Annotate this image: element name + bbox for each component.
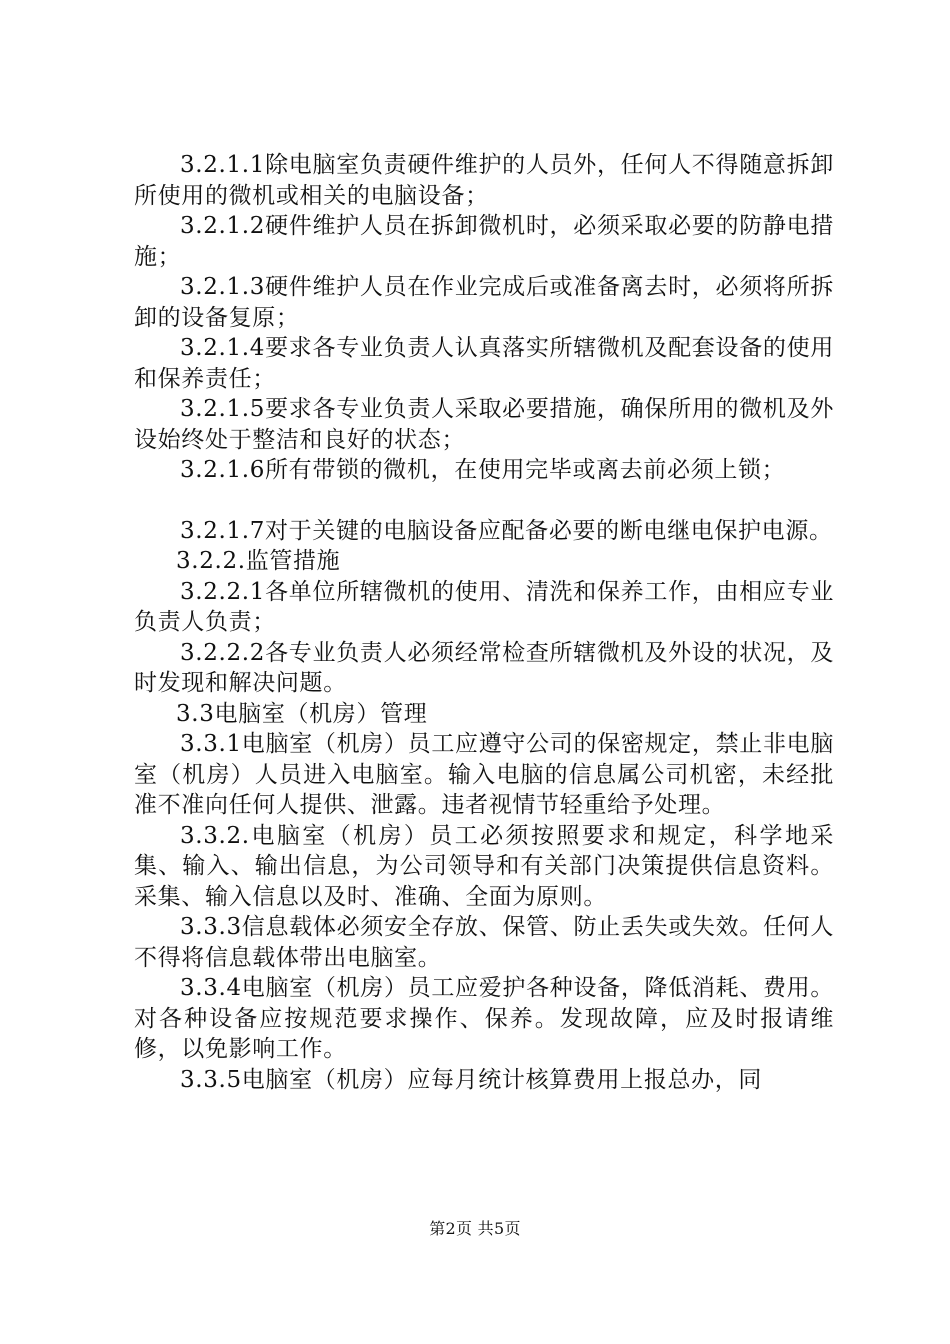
- paragraph-3-3-2: 3.3.2.电脑室（机房）员工必须按照要求和规定，科学地采集、输入、输出信息，为公司领导和有关部门决策提供信息资料。采集、输入信息以及时、准确、全面为原则。: [134, 822, 834, 910]
- paragraph-3-2-1-4: 3.2.1.4要求各专业负责人认真落实所辖微机及配套设备的使用和保养责任；: [134, 335, 834, 392]
- paragraph-3-2-1-7: 3.2.1.7对于关键的电脑设备应配备必要的断电继电保护电源。: [180, 517, 833, 544]
- paragraph-3-2-1-2: 3.2.1.2硬件维护人员在拆卸微机时，必须采取必要的防静电措施；: [134, 213, 834, 270]
- paragraph-3-3-3: 3.3.3信息载体必须安全存放、保管、防止丢失或失效。任何人不得将信息载体带出电脑室。: [134, 914, 834, 971]
- paragraph-3-2-1-5: 3.2.1.5要求各专业负责人采取必要措施，确保所用的微机及外设始终处于整洁和良好的状态；: [134, 396, 834, 453]
- paragraph-spacer: [134, 486, 834, 516]
- paragraph-3-2-2-2: 3.2.2.2各专业负责人必须经常检查所辖微机及外设的状况，及时发现和解决问题。: [134, 639, 834, 696]
- paragraph-3-3-1: 3.3.1电脑室（机房）员工应遵守公司的保密规定，禁止非电脑室（机房）人员进入电脑室。输入电脑的信息属公司机密，未经批准不准向任何人提供、泄露。违者视情节轻重给予处理。: [134, 731, 834, 818]
- paragraph-3-2-1-6: 3.2.1.6所有带锁的微机，在使用完毕或离去前必须上锁；: [180, 457, 786, 483]
- paragraph-3-2-1-3: 3.2.1.3硬件维护人员在作业完成后或准备离去时，必须将所拆卸的设备复原；: [134, 274, 834, 331]
- section-heading-3-3: 3.3电脑室（机房）管理: [176, 700, 428, 727]
- page-number-footer: 第2页 共5页: [429, 1219, 521, 1238]
- paragraph-3-3-5: 3.3.5电脑室（机房）应每月统计核算费用上报总办，同: [180, 1066, 763, 1093]
- paragraph-3-3-4: 3.3.4电脑室（机房）员工应爱护各种设备，降低消耗、费用。对各种设备应按规范要求操作、保养。发现故障，应及时报请维修，以免影响工作。: [134, 975, 834, 1062]
- document-body: [134, 150, 834, 1095]
- paragraph-3-2-2-1: 3.2.2.1各单位所辖微机的使用、清洗和保养工作，由相应专业负责人负责；: [134, 578, 834, 635]
- paragraph-3-2-1-1: 3.2.1.1除电脑室负责硬件维护的人员外，任何人不得随意拆卸所使用的微机或相关的电脑设备；: [134, 152, 834, 209]
- section-heading-3-2-2: 3.2.2.监管措施: [176, 548, 341, 574]
